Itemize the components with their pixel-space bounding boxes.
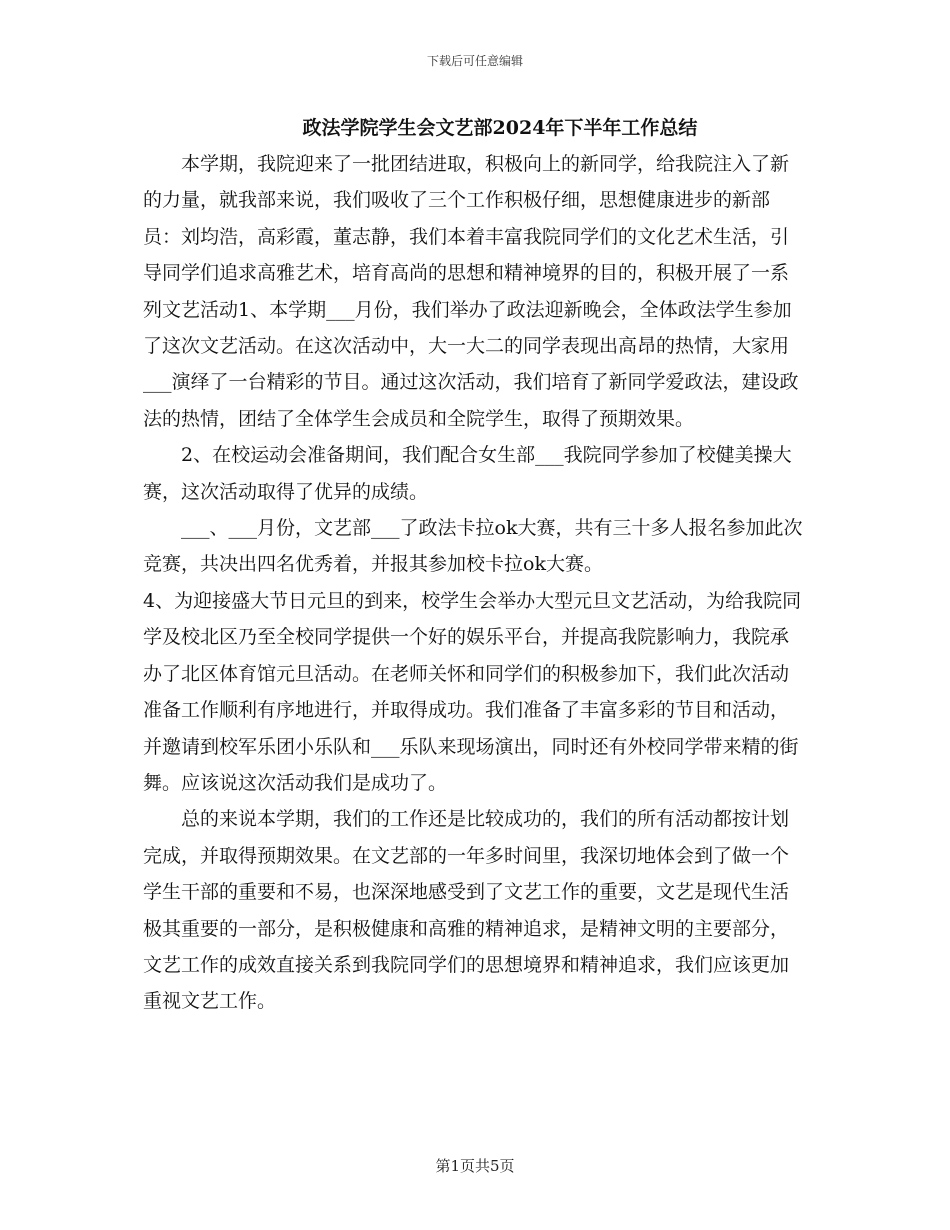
document-body: [143, 146, 805, 1020]
document-title: 政法学院学生会文艺部2024年下半年工作总结: [302, 117, 698, 139]
paragraph-intro: 本学期，我院迎来了一批团结进取，积极向上的新同学，给我院注入了新的力量，就我部来说，我们吸收了三个工作积极仔细，思想健康进步的新部员：刘均浩，高彩霞，董志静，我们本着丰富我院同学们的文化艺术生活，引导同学们追求高雅艺术，培育高尚的思想和精神境界的目的，积极开展了一系列文艺活动1、本学期___月份，我们举办了政法迎新晚会，全体政法学生参加了这次文艺活动。在这次活动中，大一大二的同学表现出高昂的热情，大家用___演绎了一台精彩的节目。通过这次活动，我们培育了新同学爱政法，建设政法的热情，团结了全体学生会成员和全院学生，取得了预期效果。: [143, 153, 799, 430]
paragraph-item-2: 2、在校运动会准备期间，我们配合女生部___我院同学参加了校健美操大赛，这次活动取得了优异的成绩。: [143, 444, 792, 503]
page-header-note: 下载后可任意编辑: [426, 54, 523, 68]
paragraph-item-3: ___、___月份，文艺部___了政法卡拉ok大赛，共有三十多人报名参加此次竞赛，共决出四名优秀着，并报其参加校卡拉ok大赛。: [143, 517, 803, 576]
page-number: 第1页共5页: [435, 1157, 515, 1175]
paragraph-item-4: 4、为迎接盛大节日元旦的到来，校学生会举办大型元旦文艺活动，为给我院同学及校北区乃至全校同学提供一个好的娱乐平台，并提高我院影响力，我院承办了北区体育馆元旦活动。在老师关怀和同学们的积极参加下，我们此次活动准备工作顺利有序地进行，并取得成功。我们准备了丰富多彩的节目和活动，并邀请到校军乐团小乐队和___乐队来现场演出，同时还有外校同学带来精的街舞。应该说这次活动我们是成功了。: [143, 589, 802, 794]
paragraph-summary: 总的来说本学期，我们的工作还是比较成功的，我们的所有活动都按计划完成，并取得预期效果。在文艺部的一年多时间里，我深切地体会到了做一个学生干部的重要和不易，也深深地感受到了文艺工作的重要，文艺是现代生活极其重要的一部分，是积极健康和高雅的精神追求，是精神文明的主要部分，文艺工作的成效直接关系到我院同学们的思想境界和精神追求，我们应该更加重视文艺工作。: [143, 808, 790, 1013]
